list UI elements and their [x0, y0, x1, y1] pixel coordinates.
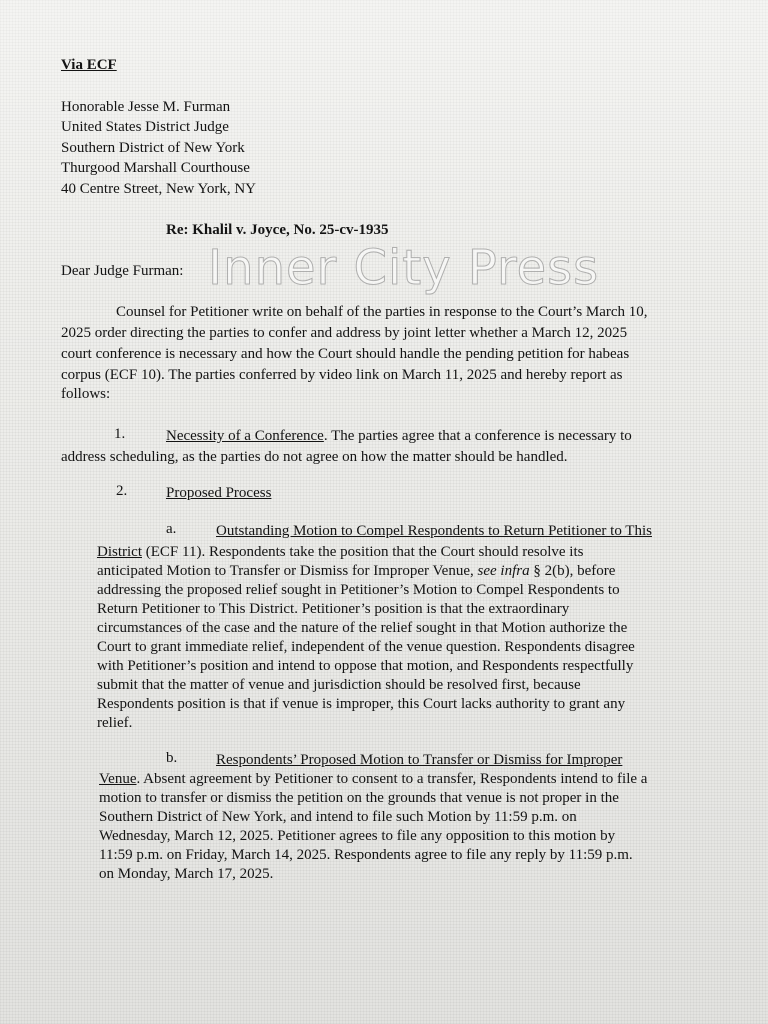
delivery-method: Via ECF — [61, 57, 117, 73]
item-1-text: . The parties agree that a conference is necessary to — [323, 428, 632, 444]
sub-b-heading-end: Venue — [99, 771, 137, 787]
intro-line: Counsel for Petitioner write on behalf of the parties in response to the Court’s March 10, — [116, 304, 648, 320]
address-line: Southern District of New York — [61, 140, 245, 156]
item-1-line — [166, 427, 632, 445]
sub-a-line — [97, 543, 635, 562]
sub-a-line — [97, 562, 635, 581]
sub-b-line: 11:59 p.m. on Friday, March 14, 2025. Respondents agree to file any reply by 11:59 p.m. — [99, 847, 633, 863]
item-1-continuation: address scheduling, as the parties do not agree on how the matter should be handled. — [61, 449, 568, 465]
sub-b-body — [99, 770, 647, 884]
sub-a-text: anticipated Motion to Transfer or Dismiss for Improper Venue, — [97, 563, 478, 579]
sub-a-text: (ECF 11). Respondents take the position that the Court should resolve its — [142, 544, 584, 560]
sub-b-line: Southern District of New York, and intend to file such Motion by 11:59 p.m. on — [99, 809, 577, 825]
address-line: Thurgood Marshall Courthouse — [61, 160, 250, 176]
sub-a-line: with Petitioner’s position and intend to oppose that motion, and Respondents respectfully — [97, 658, 634, 674]
sub-a-line: submit that the matter of venue and jurisdiction should be resolved first, because — [97, 677, 581, 693]
item-1-heading: Necessity of a Conference — [166, 428, 324, 444]
sub-a-line: circumstances of the case and the nature of the relief sought in that Motion authorize the — [97, 620, 628, 636]
sub-a-citation: see infra — [477, 563, 530, 579]
item-2-heading: Proposed Process — [166, 485, 272, 501]
sub-a-line: Court to grant immediate relief, independent of the venue question. Respondents disagree — [97, 639, 635, 655]
address-line: Honorable Jesse M. Furman — [61, 99, 231, 115]
sub-a-line: relief. — [97, 715, 133, 731]
intro-line: follows: — [61, 386, 111, 402]
sub-b-line: motion to transfer or dismiss the petition on the grounds that venue is not proper in the — [99, 790, 619, 806]
salutation: Dear Judge Furman: — [61, 263, 184, 279]
sub-a-line: addressing the proposed relief sought in Petitioner’s Motion to Compel Respondents to — [97, 582, 620, 598]
address-line: United States District Judge — [61, 119, 229, 135]
address-line: 40 Centre Street, New York, NY — [61, 181, 256, 197]
sub-b-heading: Respondents’ Proposed Motion to Transfer or Dismiss for Improper — [216, 752, 623, 768]
sub-a-heading-end: District — [97, 544, 142, 560]
sub-a-text: § 2(b), before — [529, 563, 616, 579]
sub-a-body — [97, 543, 635, 733]
sub-b-line — [99, 770, 647, 789]
intro-line: court conference is necessary and how the Court should handle the pending petition for habeas — [61, 346, 630, 362]
sub-b-letter: b. — [166, 750, 178, 766]
item-1-number: 1. — [114, 426, 126, 442]
intro-line: corpus (ECF 10). The parties conferred by video link on March 11, 2025 and hereby report as — [61, 367, 623, 383]
item-2-number: 2. — [116, 483, 128, 499]
sub-b-line: on Monday, March 17, 2025. — [99, 866, 274, 882]
watermark: Inner City Press — [208, 240, 600, 296]
sub-b-line: Wednesday, March 12, 2025. Petitioner agrees to file any opposition to this motion by — [99, 828, 616, 844]
sub-a-line: Return Petitioner to This District. Petitioner’s position is that the extraordinary — [97, 601, 570, 617]
re-line: Re: Khalil v. Joyce, No. 25-cv-1935 — [166, 222, 389, 238]
sub-a-line: Respondents position is that if venue is improper, this Court lacks authority to grant any — [97, 696, 626, 712]
sub-b-text: . Absent agreement by Petitioner to consent to a transfer, Respondents intend to file a — [136, 771, 648, 787]
sub-a-letter: a. — [166, 521, 177, 537]
sub-a-heading: Outstanding Motion to Compel Respondents to Return Petitioner to This — [216, 523, 652, 539]
intro-line: 2025 order directing the parties to confer and address by joint letter whether a March 12, 2025 — [61, 325, 628, 341]
